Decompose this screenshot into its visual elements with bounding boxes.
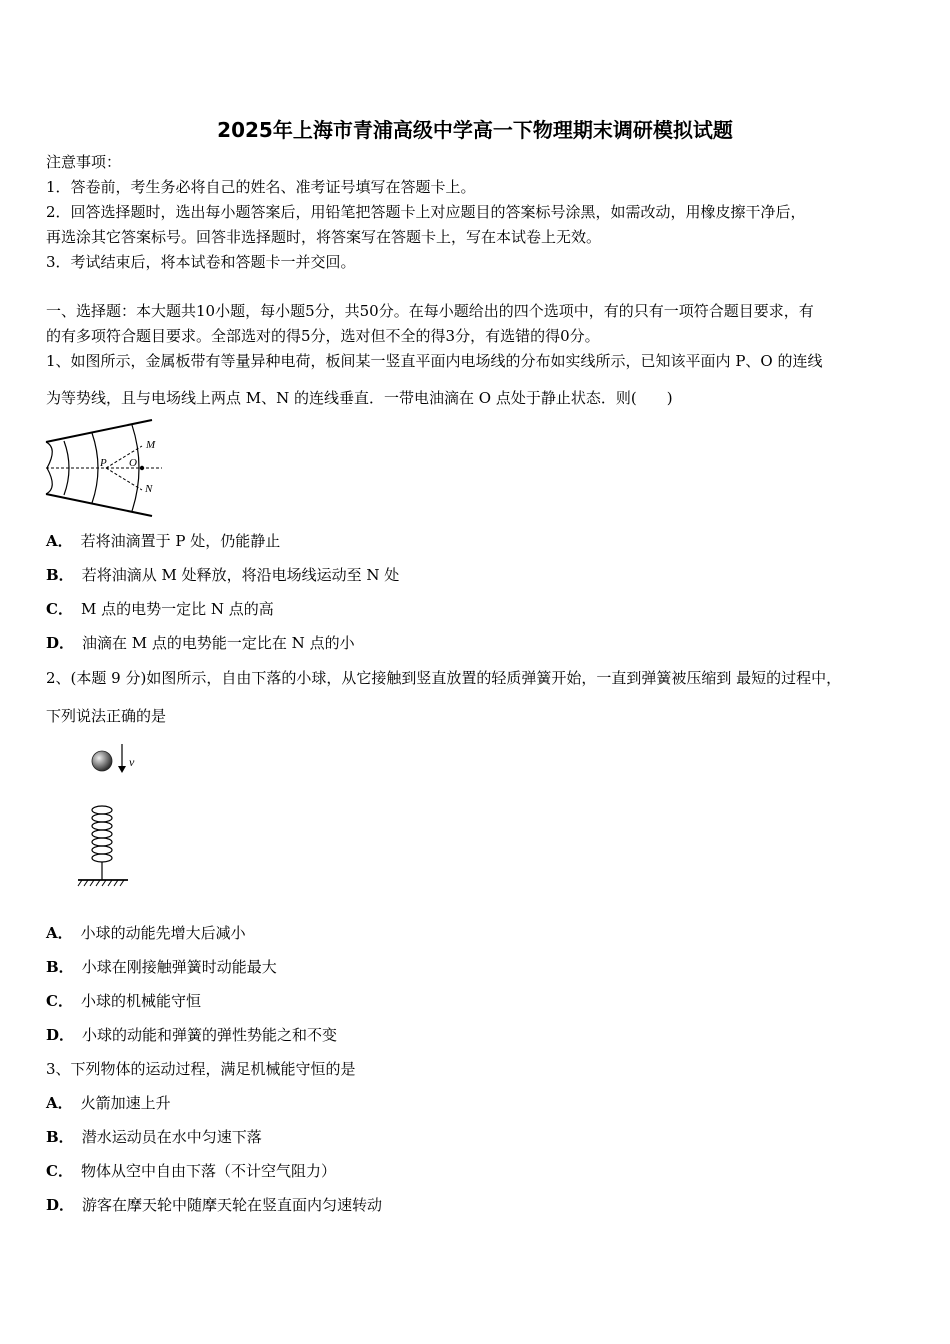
q2-spring-diagram bbox=[74, 740, 144, 890]
q2-stem: 2、(本题 9 分)如图所示，自由下落的小球，从它接触到竖直放置的轻质弹簧开始，一直到弹簧被压缩到 最短的过程中， bbox=[46, 669, 842, 687]
label-o: O bbox=[129, 457, 137, 469]
q2-stem: 下列说法正确的是 bbox=[46, 707, 167, 725]
q1-option-c: C． M 点的电势一定比 N 点的高 bbox=[46, 600, 274, 618]
notice-item: 2．回答选择题时，选出每小题答案后，用铅笔把答题卡上对应题目的答案标号涂黑，如需改动，用橡皮擦干净后， bbox=[46, 203, 806, 221]
section-intro: 的有多项符合题目要求。全部选对的得5分，选对但不全的得3分，有选错的得0分。 bbox=[46, 327, 600, 345]
q1-option-a: A． 若将油滴置于 P 处，仍能静止 bbox=[46, 532, 281, 550]
q3-stem: 3、下列物体的运动过程，满足机械能守恒的是 bbox=[46, 1060, 356, 1078]
page-title: 2025年上海市青浦高级中学高一下物理期末调研模拟试题 bbox=[217, 118, 733, 142]
notice-item: 3．考试结束后，将本试卷和答题卡一并交回。 bbox=[46, 253, 356, 271]
q1-option-b: B． 若将油滴从 M 处释放，将沿电场线运动至 N 处 bbox=[46, 566, 400, 584]
section-intro: 一、选择题：本大题共10小题，每小题5分，共50分。在每小题给出的四个选项中，有的只有一项符合题目要求，有 bbox=[46, 302, 814, 320]
q3-option-d: D． 游客在摩天轮中随摩天轮在竖直面内匀速转动 bbox=[46, 1196, 383, 1214]
q1-stem: 1、如图所示，金属板带有等量异种电荷，板间某一竖直平面内电场线的分布如实线所示，已知该平面内 P、O 的连线 bbox=[46, 352, 823, 370]
q1-field-diagram bbox=[44, 418, 174, 520]
notice-item: 1．答卷前，考生务必将自己的姓名、准考证号填写在答题卡上。 bbox=[46, 178, 476, 196]
q1-option-d: D． 油滴在 M 点的电势能一定比在 N 点的小 bbox=[46, 634, 355, 652]
spring bbox=[92, 806, 112, 880]
ball bbox=[92, 751, 112, 771]
q1-stem: 为等势线，且与电场线上两点 M、N 的连线垂直．一带电油滴在 O 点处于静止状态．则( ) bbox=[46, 389, 673, 407]
q3-option-a: A． 火箭加速上升 bbox=[46, 1094, 171, 1112]
q2-option-d: D． 小球的动能和弹簧的弹性势能之和不变 bbox=[46, 1026, 338, 1044]
q2-option-a: A． 小球的动能先增大后减小 bbox=[46, 924, 246, 942]
q2-option-b: B． 小球在刚接触弹簧时动能最大 bbox=[46, 958, 277, 976]
q2-option-c: C． 小球的机械能守恒 bbox=[46, 992, 201, 1010]
q3-option-c: C． 物体从空中自由下落（不计空气阻力） bbox=[46, 1162, 336, 1180]
notice-heading: 注意事项： bbox=[46, 153, 122, 171]
notice-item: 再选涂其它答案标号。回答非选择题时，将答案写在答题卡上，写在本试卷上无效。 bbox=[46, 228, 602, 246]
q3-option-b: B． 潜水运动员在水中匀速下落 bbox=[46, 1128, 262, 1146]
label-n: N bbox=[145, 483, 153, 495]
velocity-label: v bbox=[129, 755, 135, 769]
label-m: M bbox=[146, 439, 156, 451]
label-p: P bbox=[100, 457, 107, 469]
